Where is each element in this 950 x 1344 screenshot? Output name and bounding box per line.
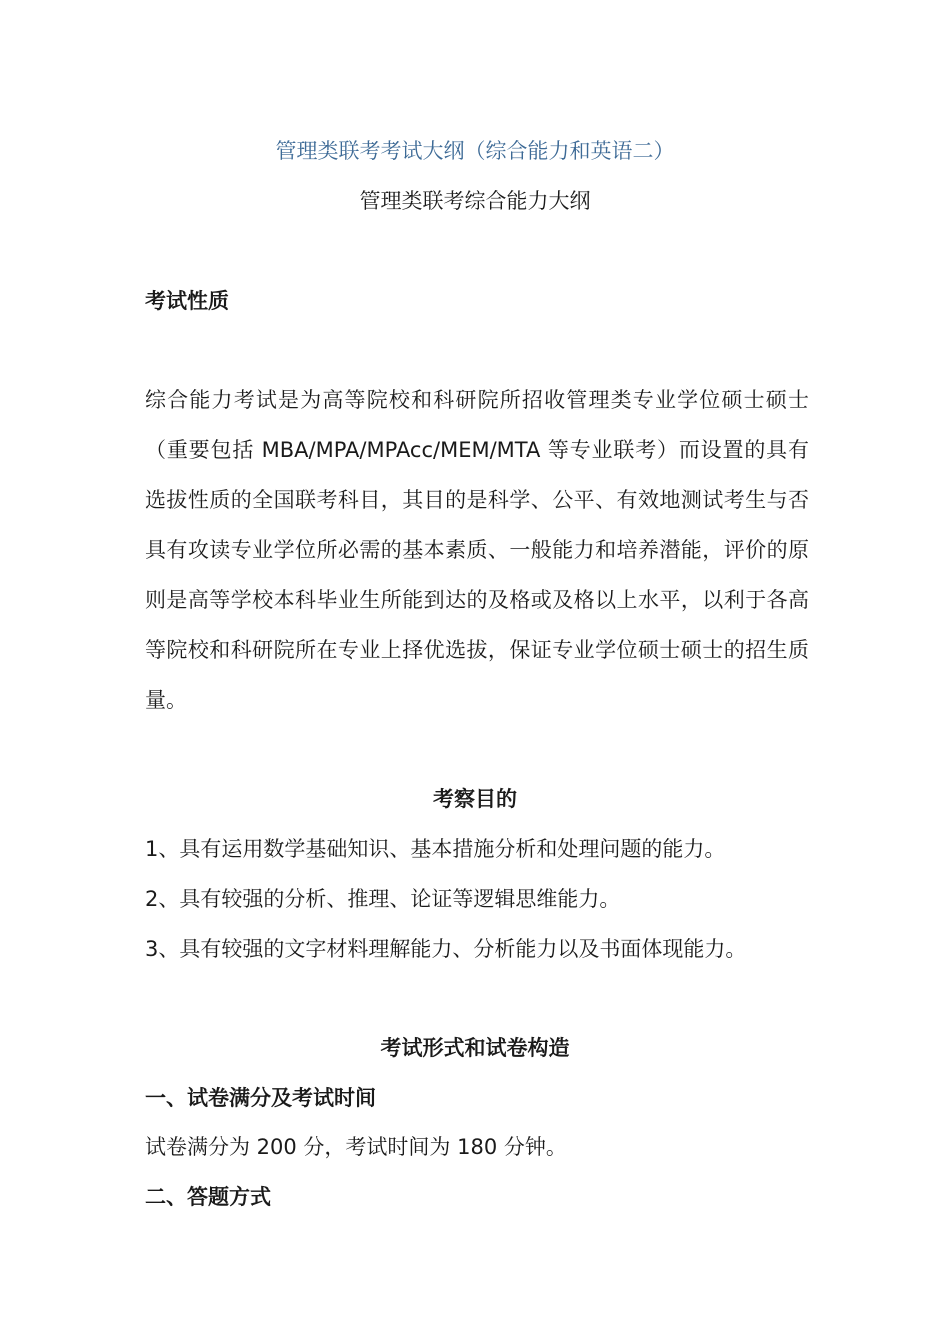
nature-paragraph: 综合能力考试是为高等院校和科研院所招收管理类专业学位硕士硕士（重要包括 MBA/MPA/MPAcc/MEM/MTA 等专业联考）而设置的具有选拔性质的全国联考科目，其目的是科学、公平、有效地测试考生与否具有攻读专业学位所必需的基本素质、一般能力和培养潜能，评价的原则是高等学校本科毕业生所能到达的及格或及格以上水平，以利于各高等院校和科研院所在专业上择优选拔，保证专业学位硕士硕士的招生质量。 xyxy=(145,388,809,712)
document-title: 管理类联考考试大纲（综合能力和英语二） xyxy=(275,139,675,163)
document-subtitle: 管理类联考综合能力大纲 xyxy=(359,189,591,213)
subsection-heading-score-time: 一、试卷满分及考试时间 xyxy=(145,1086,376,1110)
purpose-item-2: 2、具有较强的分析、推理、论证等逻辑思维能力。 xyxy=(145,887,621,911)
score-time-text: 试卷满分为 200 分，考试时间为 180 分钟。 xyxy=(145,1135,567,1159)
subsection-heading-answer-method: 二、答题方式 xyxy=(145,1185,271,1209)
purpose-item-1: 1、具有运用数学基础知识、基本措施分析和处理问题的能力。 xyxy=(145,837,726,861)
purpose-item-3: 3、具有较强的文字材料理解能力、分析能力以及书面体现能力。 xyxy=(145,937,747,961)
section-heading-format: 考试形式和试卷构造 xyxy=(380,1036,570,1060)
section-heading-nature: 考试性质 xyxy=(145,289,229,313)
section-heading-purpose: 考察目的 xyxy=(433,787,517,811)
